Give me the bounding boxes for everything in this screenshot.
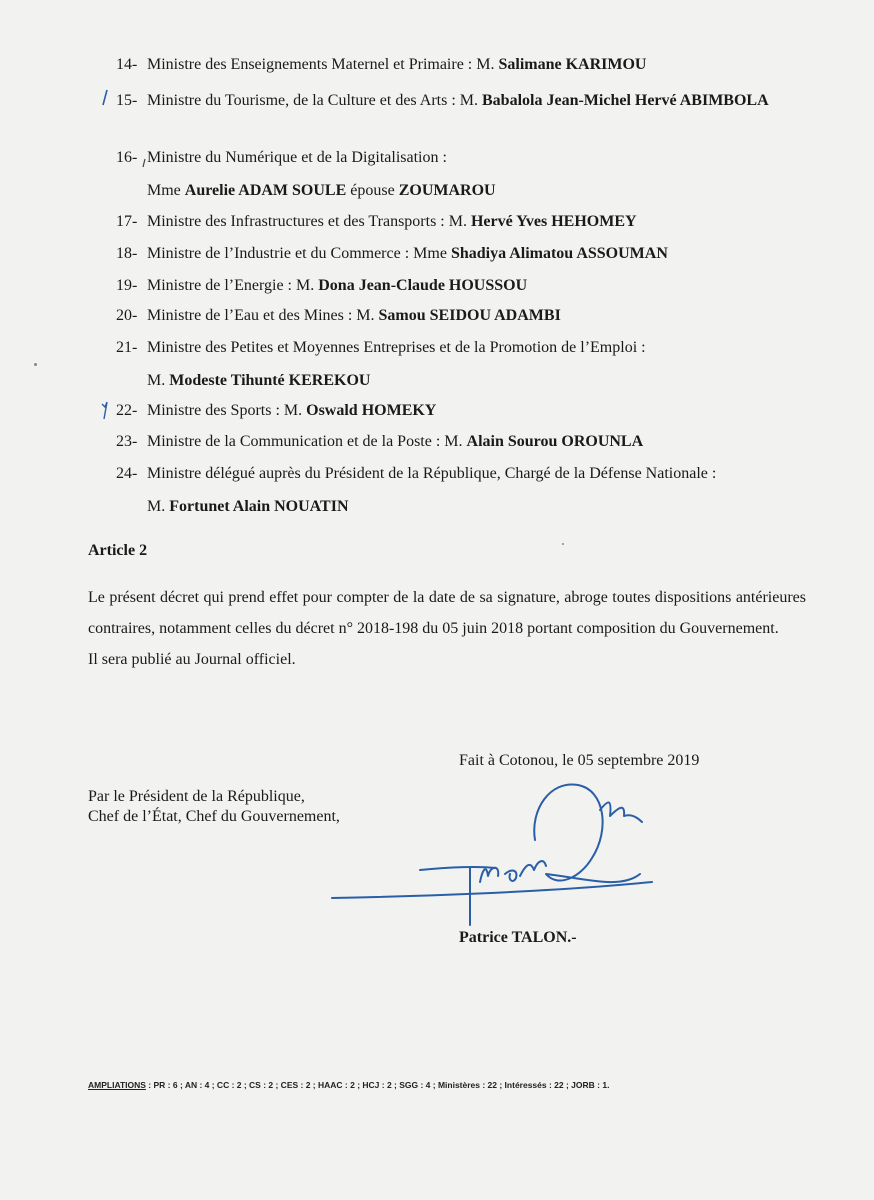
honorific: Mme	[147, 182, 185, 199]
article-body	[88, 582, 806, 675]
minister-line	[147, 181, 806, 201]
minister-name: Salimane KARIMOU	[498, 56, 647, 73]
minister-item-15	[116, 85, 806, 116]
minister-line	[147, 497, 806, 517]
honorific: M.	[459, 92, 482, 109]
ministry-title: Ministre délégué auprès du Président de la République, Chargé de la Défense Nationale :	[147, 465, 717, 482]
ministry-title: Ministre des Infrastructures et des Transports :	[147, 213, 449, 230]
ampliations-text: : PR : 6 ; AN : 4 ; CC : 2 ; CS : 2 ; CES : 2 ; HAAC : 2 ; HCJ : 2 ; SGG : 4 ; Ministères : 22 ; Intéressés : 22 ; JORB : 1.	[145, 1080, 610, 1090]
minister-item-19	[116, 276, 806, 296]
article-heading: Article 2	[88, 542, 148, 559]
minister-name: Babalola Jean-Michel Hervé ABIMBOLA	[482, 92, 769, 109]
item-number: 17-	[116, 213, 138, 230]
authority-block	[88, 787, 340, 827]
item-number: 21-	[116, 339, 138, 356]
minister-item-22	[116, 401, 806, 421]
scan-speck	[562, 543, 564, 545]
honorific: Mme	[413, 245, 451, 262]
item-number: 20-	[116, 307, 138, 324]
item-number: 14-	[116, 56, 138, 73]
minister-item-24	[116, 464, 806, 517]
minister-line	[147, 371, 806, 391]
place-and-date: Fait à Cotonou, le 05 septembre 2019	[459, 752, 700, 769]
minister-item-21	[116, 338, 806, 391]
minister-item-18	[116, 244, 806, 264]
minister-item-16	[116, 148, 806, 201]
item-number: 23-	[116, 433, 138, 450]
pen-tick-mark	[140, 157, 148, 169]
minister-name: Modeste Tihunté KEREKOU	[169, 372, 371, 389]
ministry-title: Ministre des Enseignements Maternel et Primaire :	[147, 56, 477, 73]
ministry-title: Ministre du Numérique et de la Digitalisation :	[147, 149, 447, 166]
minister-item-17	[116, 212, 806, 232]
ampliations-line	[88, 1080, 609, 1090]
honorific: M.	[448, 213, 471, 230]
ministry-title: Ministre des Sports :	[147, 402, 284, 419]
pen-tick-mark	[99, 400, 111, 422]
ministry-title: Ministre de l’Eau et des Mines :	[147, 307, 357, 324]
minister-name: Aurelie ADAM SOULE	[184, 182, 347, 199]
item-number: 24-	[116, 465, 138, 482]
authority-line-1: Par le Président de la République,	[88, 788, 305, 805]
minister-name: Dona Jean-Claude HOUSSOU	[318, 277, 528, 294]
signatory-name: Patrice TALON.-	[459, 929, 577, 946]
item-number: 18-	[116, 245, 138, 262]
ministry-title: Ministre de l’Industrie et du Commerce :	[147, 245, 414, 262]
ampliations-label: AMPLIATIONS	[88, 1080, 146, 1090]
honorific: M.	[356, 307, 379, 324]
publication-notice: Il sera publié au Journal officiel.	[88, 651, 296, 668]
scan-speck	[34, 363, 37, 366]
honorific: M.	[147, 372, 170, 389]
minister-name: Oswald HOMEKY	[306, 402, 437, 419]
article-paragraph: Le présent décret qui prend effet pour compter de la date de sa signature, abroge toutes dispositions antérieures contraires, notamment celles du décret n° 2018-198 du 05 juin 2018 portant composition du Gouvernement.	[88, 589, 806, 637]
honorific: M.	[283, 402, 307, 419]
item-number: 15-	[116, 92, 138, 109]
ministry-title: Ministre des Petites et Moyennes Entreprises et de la Promotion de l’Emploi :	[147, 339, 646, 356]
minister-name: Samou SEIDOU ADAMBI	[378, 307, 561, 324]
minister-name: Alain Sourou OROUNLA	[466, 433, 644, 450]
handwritten-signature	[320, 770, 680, 930]
authority-line-2: Chef de l’État, Chef du Gouvernement,	[88, 808, 340, 825]
item-number: 22-	[116, 402, 138, 419]
honorific: M.	[444, 433, 467, 450]
ministry-title: Ministre de la Communication et de la Poste :	[147, 433, 445, 450]
minister-item-23	[116, 432, 806, 452]
item-number: 16-	[116, 149, 138, 166]
minister-item-20	[116, 306, 806, 326]
minister-name: Shadiya Alimatou ASSOUMAN	[450, 245, 668, 262]
honorific: M.	[296, 277, 319, 294]
pen-tick-mark	[99, 88, 111, 108]
honorific: M.	[147, 498, 170, 515]
minister-item-14	[116, 55, 806, 75]
minister-name: Hervé Yves HEHOMEY	[470, 213, 637, 230]
ministry-title: Ministre du Tourisme, de la Culture et des Arts :	[147, 92, 460, 109]
spouse-connector: épouse	[346, 182, 399, 199]
minister-name: Fortunet Alain NOUATIN	[169, 498, 349, 515]
item-number: 19-	[116, 277, 138, 294]
ministry-title: Ministre de l’Energie :	[147, 277, 296, 294]
spouse-name: ZOUMAROU	[398, 182, 496, 199]
honorific: M.	[476, 56, 499, 73]
